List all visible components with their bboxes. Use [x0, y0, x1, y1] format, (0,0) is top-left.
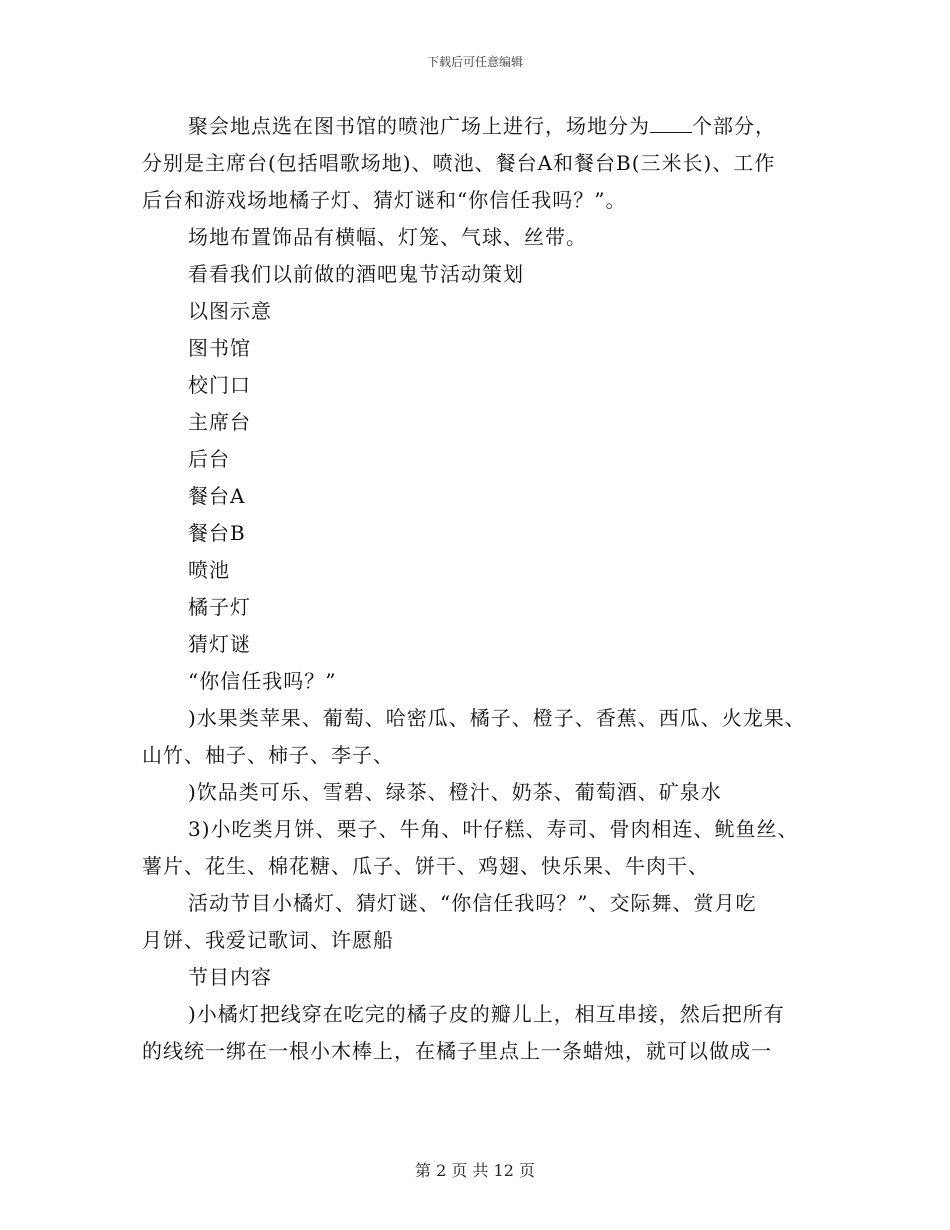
fill-in-blank	[650, 110, 692, 133]
list-item: 橘子灯	[188, 595, 251, 619]
paragraph-line: 山竹、柚子、柿子、李子、	[142, 743, 394, 767]
paragraph-line: )饮品类可乐、雪碧、绿茶、橙汁、奶茶、葡萄酒、矿泉水	[188, 780, 722, 804]
paragraph-line: 的线统一绑在一根小木棒上，在橘子里点上一条蜡烛，就可以做成一	[142, 1039, 772, 1063]
list-item: 猜灯谜	[188, 632, 251, 656]
page-header: 下载后可任意编辑	[426, 55, 523, 69]
paragraph-line: 薯片、花生、棉花糖、瓜子、饼干、鸡翅、快乐果、牛肉干、	[142, 854, 709, 878]
paragraph-line: )水果类苹果、葡萄、哈密瓜、橘子、橙子、香蕉、西瓜、火龙果、	[188, 706, 806, 730]
paragraph-line: 活动节目小橘灯、猜灯谜、“你信任我吗？”、交际舞、赏月吃	[188, 891, 757, 915]
list-item: 后台	[188, 447, 230, 471]
list-item: 餐台B	[188, 521, 246, 545]
list-item: 主席台	[188, 410, 251, 434]
page-footer: 第 2 页 共 12 页	[415, 1161, 535, 1180]
paragraph-line: 场地布置饰品有横幅、灯笼、气球、丝带。	[188, 225, 587, 249]
list-item: 餐台A	[188, 484, 246, 508]
paragraph-line: 后台和游戏场地橘子灯、猜灯谜和“你信任我吗？”。	[142, 188, 627, 212]
document-body	[142, 108, 822, 1070]
list-item: 图书馆	[188, 336, 251, 360]
paragraph-line: 分别是主席台(包括唱歌场地)、喷池、餐台A和餐台B(三米长)、工作	[142, 151, 776, 175]
list-item: 喷池	[188, 558, 230, 582]
section-heading: 节目内容	[188, 965, 272, 989]
paragraph-line	[142, 108, 822, 145]
list-item: 校门口	[188, 373, 251, 397]
list-item: 以图示意	[188, 299, 272, 323]
paragraph-line: 月饼、我爱记歌词、许愿船	[142, 928, 394, 952]
list-item: “你信任我吗？”	[188, 669, 337, 693]
line-text: 个部分，	[692, 114, 776, 138]
line-text: 聚会地点选在图书馆的喷池广场上进行，场地分为	[188, 114, 650, 138]
paragraph-line: 看看我们以前做的酒吧鬼节活动策划	[188, 262, 524, 286]
paragraph-line: )小橘灯把线穿在吃完的橘子皮的瓣儿上，相互串接，然后把所有	[188, 1002, 785, 1026]
paragraph-line: 3)小吃类月饼、栗子、牛角、叶仔糕、寿司、骨肉相连、鱿鱼丝、	[188, 817, 799, 841]
